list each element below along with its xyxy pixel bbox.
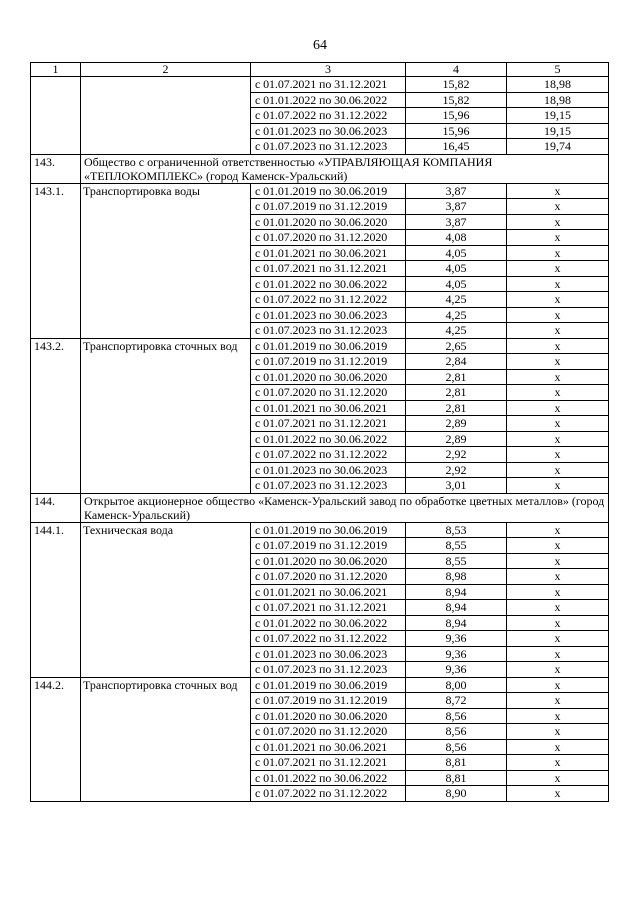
period-cell: с 01.07.2020 по 31.12.2020 [251, 230, 406, 246]
value-col4: 8,55 [406, 538, 507, 554]
organization-number: 144. [31, 493, 81, 522]
value-col5: 19,74 [507, 139, 609, 155]
period-cell: с 01.01.2020 по 30.06.2020 [251, 214, 406, 230]
value-col5: х [507, 478, 609, 494]
value-col5: х [507, 183, 609, 199]
period-cell: с 01.07.2023 по 31.12.2023 [251, 323, 406, 339]
value-col4: 2,84 [406, 354, 507, 370]
service-name: Транспортировка сточных вод [81, 677, 251, 801]
value-col5: х [507, 307, 609, 323]
value-col5: 18,98 [507, 92, 609, 108]
organization-number: 143. [31, 154, 81, 183]
value-col5: 18,98 [507, 77, 609, 93]
value-col4: 3,87 [406, 183, 507, 199]
value-col5: х [507, 323, 609, 339]
value-col4: 8,72 [406, 693, 507, 709]
value-col4: 4,05 [406, 245, 507, 261]
value-col5: х [507, 770, 609, 786]
period-cell: с 01.01.2023 по 30.06.2023 [251, 646, 406, 662]
column-number: 2 [81, 63, 251, 77]
value-col5: х [507, 369, 609, 385]
value-col4: 2,92 [406, 447, 507, 463]
value-col4: 8,56 [406, 708, 507, 724]
value-col5: х [507, 739, 609, 755]
period-cell: с 01.07.2021 по 31.12.2021 [251, 261, 406, 277]
page-number: 64 [313, 38, 327, 53]
service-number: 143.2. [31, 338, 81, 493]
value-col4: 8,53 [406, 522, 507, 538]
value-col5: х [507, 230, 609, 246]
value-col5: х [507, 199, 609, 215]
period-cell: с 01.01.2019 по 30.06.2019 [251, 338, 406, 354]
period-cell: с 01.07.2020 по 31.12.2020 [251, 724, 406, 740]
value-col4: 9,36 [406, 646, 507, 662]
value-col4: 8,94 [406, 615, 507, 631]
column-number: 5 [507, 63, 609, 77]
value-col4: 8,81 [406, 755, 507, 771]
period-cell: с 01.01.2021 по 30.06.2021 [251, 584, 406, 600]
value-col4: 8,56 [406, 724, 507, 740]
value-col4: 8,81 [406, 770, 507, 786]
tariff-row [31, 338, 609, 354]
tariff-row [31, 522, 609, 538]
value-col4: 4,08 [406, 230, 507, 246]
period-cell: с 01.01.2021 по 30.06.2021 [251, 739, 406, 755]
service-number: 144.2. [31, 677, 81, 801]
value-col4: 2,92 [406, 462, 507, 478]
value-col4: 9,36 [406, 662, 507, 678]
service-name: Транспортировка воды [81, 183, 251, 338]
value-col4: 2,65 [406, 338, 507, 354]
tariff-table-body [31, 63, 609, 802]
value-col5: х [507, 662, 609, 678]
value-col5: х [507, 276, 609, 292]
value-col5: х [507, 354, 609, 370]
period-cell: с 01.07.2022 по 31.12.2022 [251, 108, 406, 124]
value-col5: х [507, 522, 609, 538]
period-cell: с 01.07.2021 по 31.12.2021 [251, 77, 406, 93]
value-col4: 9,36 [406, 631, 507, 647]
period-cell: с 01.07.2022 по 31.12.2022 [251, 447, 406, 463]
service-name: Транспортировка сточных вод [81, 338, 251, 493]
value-col4: 3,87 [406, 199, 507, 215]
value-col4: 3,87 [406, 214, 507, 230]
value-col4: 4,25 [406, 307, 507, 323]
column-number: 1 [31, 63, 81, 77]
value-col4: 8,94 [406, 600, 507, 616]
period-cell: с 01.07.2019 по 31.12.2019 [251, 199, 406, 215]
period-cell: с 01.01.2020 по 30.06.2020 [251, 553, 406, 569]
period-cell: с 01.01.2022 по 30.06.2022 [251, 615, 406, 631]
value-col5: х [507, 677, 609, 693]
value-col5: х [507, 292, 609, 308]
value-col5: х [507, 584, 609, 600]
period-cell: с 01.07.2021 по 31.12.2021 [251, 600, 406, 616]
value-col5: х [507, 708, 609, 724]
value-col4: 2,89 [406, 416, 507, 432]
value-col4: 8,90 [406, 786, 507, 802]
tariff-row [31, 677, 609, 693]
value-col5: х [507, 631, 609, 647]
period-cell: с 01.07.2019 по 31.12.2019 [251, 538, 406, 554]
column-number-row [31, 63, 609, 77]
service-name: Техническая вода [81, 522, 251, 677]
value-col4: 8,94 [406, 584, 507, 600]
value-col4: 15,82 [406, 92, 507, 108]
value-col5: х [507, 600, 609, 616]
value-col4: 3,01 [406, 478, 507, 494]
column-number: 3 [251, 63, 406, 77]
value-col5: х [507, 569, 609, 585]
period-cell: с 01.01.2019 по 30.06.2019 [251, 183, 406, 199]
period-cell: с 01.07.2020 по 31.12.2020 [251, 385, 406, 401]
value-col5: х [507, 416, 609, 432]
tariff-row [31, 183, 609, 199]
tariff-table [30, 62, 609, 802]
period-cell: с 01.01.2022 по 30.06.2022 [251, 276, 406, 292]
period-cell: с 01.01.2019 по 30.06.2019 [251, 677, 406, 693]
value-col5: х [507, 553, 609, 569]
service-number: 143.1. [31, 183, 81, 338]
tariff-row [31, 77, 609, 93]
value-col4: 2,81 [406, 369, 507, 385]
organization-row [31, 493, 609, 522]
organization-name: Открытое акционерное общество «Каменск-Уральский завод по обработке цветных металлов» (город Каменск-Уральский) [81, 493, 609, 522]
value-col5: х [507, 646, 609, 662]
period-cell: с 01.01.2022 по 30.06.2022 [251, 92, 406, 108]
value-col5: х [507, 214, 609, 230]
value-col4: 8,00 [406, 677, 507, 693]
period-cell: с 01.01.2022 по 30.06.2022 [251, 431, 406, 447]
value-col5: х [507, 724, 609, 740]
value-col5: х [507, 400, 609, 416]
value-col4: 15,82 [406, 77, 507, 93]
period-cell: с 01.07.2022 по 31.12.2022 [251, 631, 406, 647]
period-cell: с 01.07.2019 по 31.12.2019 [251, 354, 406, 370]
period-cell: с 01.07.2022 по 31.12.2022 [251, 292, 406, 308]
value-col5: х [507, 693, 609, 709]
value-col5: х [507, 385, 609, 401]
value-col4: 8,56 [406, 739, 507, 755]
period-cell: с 01.07.2023 по 31.12.2023 [251, 662, 406, 678]
value-col5: х [507, 755, 609, 771]
value-col4: 2,89 [406, 431, 507, 447]
value-col4: 16,45 [406, 139, 507, 155]
value-col4: 8,98 [406, 569, 507, 585]
value-col5: 19,15 [507, 123, 609, 139]
value-col5: х [507, 245, 609, 261]
period-cell: с 01.07.2022 по 31.12.2022 [251, 786, 406, 802]
period-cell: с 01.07.2019 по 31.12.2019 [251, 693, 406, 709]
value-col4: 15,96 [406, 108, 507, 124]
value-col4: 4,25 [406, 292, 507, 308]
period-cell: с 01.01.2022 по 30.06.2022 [251, 770, 406, 786]
value-col4: 4,05 [406, 276, 507, 292]
value-col4: 4,25 [406, 323, 507, 339]
value-col4: 15,96 [406, 123, 507, 139]
value-col5: х [507, 462, 609, 478]
value-col4: 8,55 [406, 553, 507, 569]
value-col4: 2,81 [406, 400, 507, 416]
period-cell: с 01.07.2021 по 31.12.2021 [251, 416, 406, 432]
period-cell: с 01.01.2021 по 30.06.2021 [251, 400, 406, 416]
period-cell: с 01.01.2020 по 30.06.2020 [251, 369, 406, 385]
value-col4: 4,05 [406, 261, 507, 277]
value-col5: х [507, 431, 609, 447]
value-col5: х [507, 261, 609, 277]
period-cell: с 01.01.2020 по 30.06.2020 [251, 708, 406, 724]
item-number-cell [31, 77, 81, 155]
period-cell: с 01.01.2023 по 30.06.2023 [251, 462, 406, 478]
value-col5: 19,15 [507, 108, 609, 124]
period-cell: с 01.07.2023 по 31.12.2023 [251, 139, 406, 155]
period-cell: с 01.07.2021 по 31.12.2021 [251, 755, 406, 771]
service-number: 144.1. [31, 522, 81, 677]
organization-row [31, 154, 609, 183]
value-col5: х [507, 447, 609, 463]
column-number: 4 [406, 63, 507, 77]
period-cell: с 01.07.2023 по 31.12.2023 [251, 478, 406, 494]
period-cell: с 01.01.2023 по 30.06.2023 [251, 307, 406, 323]
value-col5: х [507, 538, 609, 554]
value-col5: х [507, 338, 609, 354]
period-cell: с 01.07.2020 по 31.12.2020 [251, 569, 406, 585]
period-cell: с 01.01.2021 по 30.06.2021 [251, 245, 406, 261]
value-col5: х [507, 615, 609, 631]
organization-name: Общество с ограниченной ответственностью «УПРАВЛЯЮЩАЯ КОМПАНИЯ «ТЕПЛОКОМПЛЕКС» (город Каменск-Уральский) [81, 154, 609, 183]
value-col5: х [507, 786, 609, 802]
service-name-cell [81, 77, 251, 155]
period-cell: с 01.01.2019 по 30.06.2019 [251, 522, 406, 538]
value-col4: 2,81 [406, 385, 507, 401]
period-cell: с 01.01.2023 по 30.06.2023 [251, 123, 406, 139]
